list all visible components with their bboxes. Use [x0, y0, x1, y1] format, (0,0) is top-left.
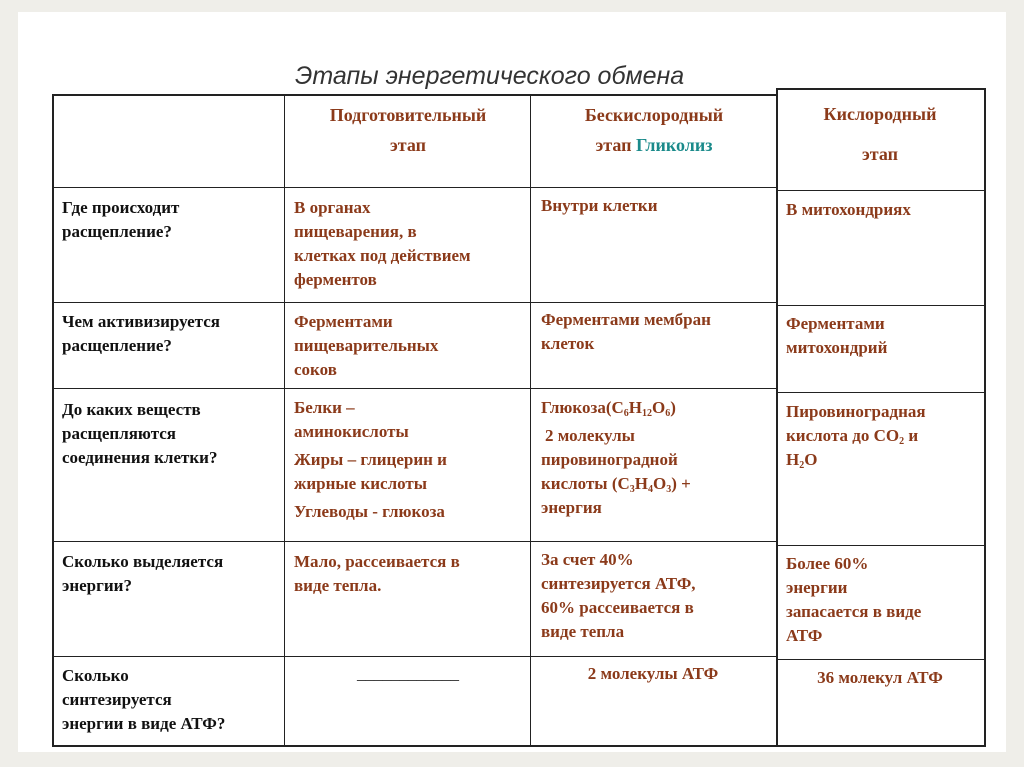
- prep-where: В органах пищеварения, в клетках под действием ферментов: [294, 198, 471, 289]
- question-activated: Чем активизируется расщепление?: [62, 312, 220, 355]
- oxygen-products: Пировиноградная кислота до $CO_2$ и $H_2O$: [786, 402, 926, 471]
- header-preparatory-stage: Подготовительный этап: [329, 105, 487, 155]
- oxygen-where: В митохондриях: [786, 200, 911, 219]
- prep-atp-synthesized: ____________: [357, 664, 459, 683]
- anaerobic-where: Внутри клетки: [541, 196, 658, 215]
- anaerobic-products: $Глюкоза(C_6H_{12}O_6)$ 2 молекулы пировиноградной кислоты $(C_3H_4O_3)$ + энергия: [541, 398, 691, 517]
- oxygen-atp-synthesized: 36 молекул АТФ: [817, 668, 943, 687]
- header-anaerobic-stage: Бескислородный этап Гликолиз: [584, 105, 724, 155]
- question-where: Где происходит расщепление?: [62, 198, 180, 241]
- oxygen-activated: Ферментами митохондрий: [786, 314, 888, 357]
- slide-title: Этапы энергетического обмена: [295, 62, 685, 90]
- header-oxygen-stage: Кислородный этап: [823, 104, 937, 164]
- oxygen-energy-released: Более 60% энергии запасается в виде АТФ: [786, 554, 922, 645]
- prep-energy-released: Мало, рассеивается в виде тепла.: [294, 552, 460, 595]
- prep-products: Белки – аминокислоты Жиры – глицерин и жирные кислоты Углеводы - глюкоза: [294, 398, 447, 521]
- question-atp-synthesized: Сколько синтезируется энергии в виде АТФ?: [62, 666, 226, 733]
- anaerobic-energy-released: За счет 40% синтезируется АТФ, 60% рассеивается в виде тепла: [541, 550, 696, 641]
- prep-activated: Ферментами пищеварительных соков: [294, 312, 439, 379]
- question-products: До каких веществ расщепляются соединения клетки?: [62, 400, 218, 467]
- anaerobic-atp-synthesized: 2 молекулы АТФ: [587, 664, 719, 683]
- glycolysis-label: Гликолиз: [635, 135, 713, 155]
- anaerobic-activated: Ферментами мембран клеток: [541, 310, 711, 353]
- question-energy-released: Сколько выделяется энергии?: [62, 552, 224, 595]
